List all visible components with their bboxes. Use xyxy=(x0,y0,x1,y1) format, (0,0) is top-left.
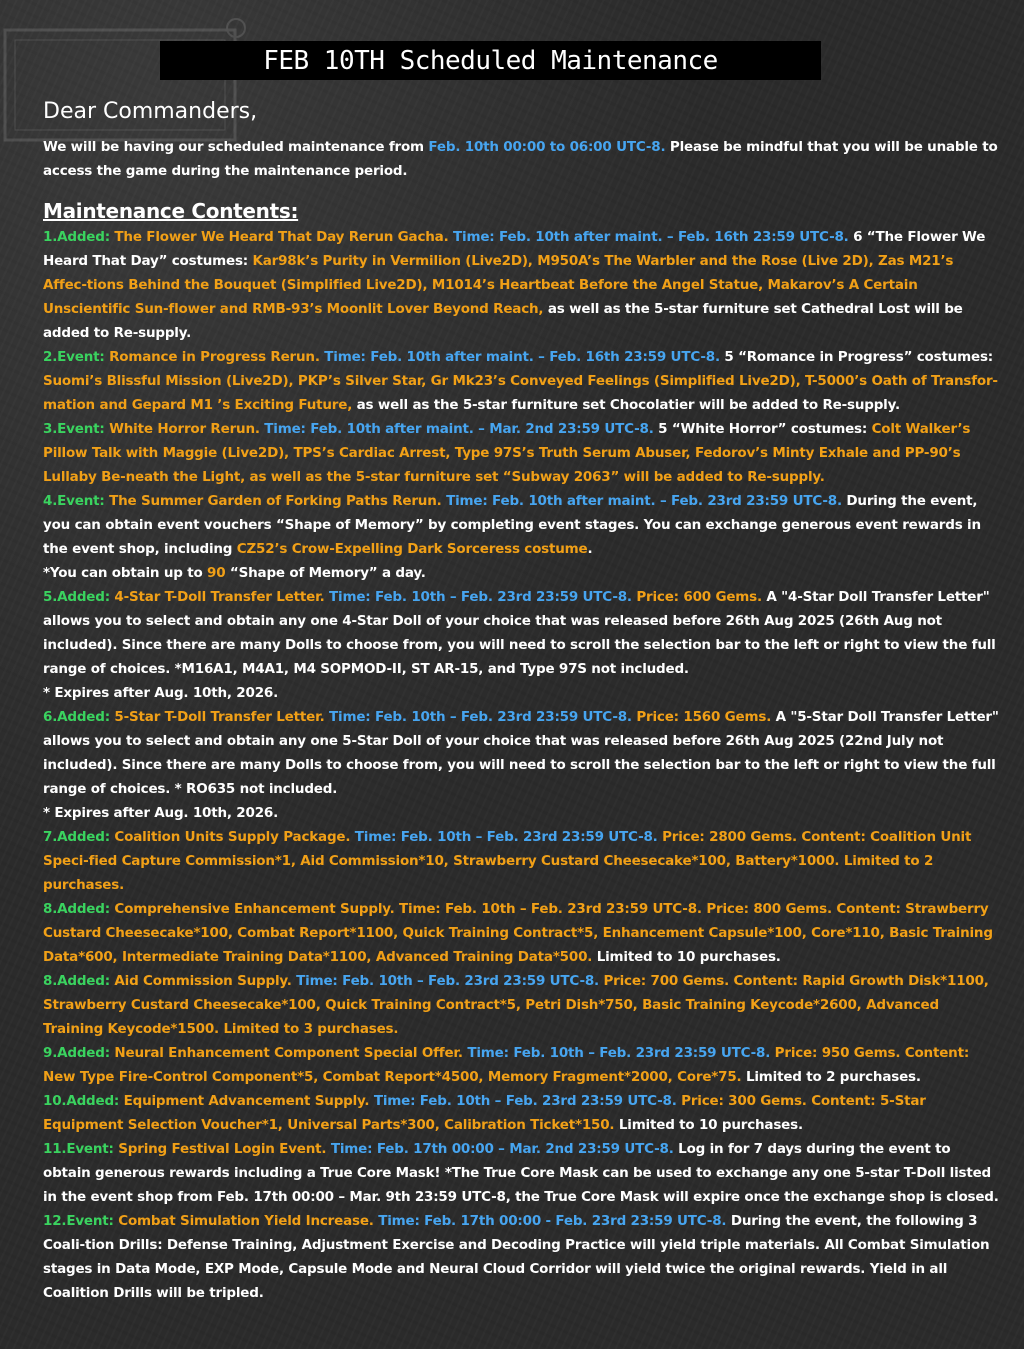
text-segment: Equipment Advancement Supply. xyxy=(123,1093,374,1109)
text-segment: 90 xyxy=(207,565,226,581)
text-segment: . xyxy=(587,541,593,557)
maintenance-item xyxy=(43,681,1001,705)
text-segment: 4.Event: xyxy=(43,493,110,509)
text-segment: Feb. 10th 00:00 to 06:00 UTC-8. xyxy=(428,139,666,155)
maintenance-items-list xyxy=(43,225,1001,1305)
text-segment: *You can obtain up to xyxy=(43,565,208,581)
maintenance-item xyxy=(43,561,1001,585)
maintenance-contents-heading: Maintenance Contents: xyxy=(43,199,299,223)
maintenance-item xyxy=(43,417,1001,489)
maintenance-item xyxy=(43,897,1001,969)
maintenance-item xyxy=(43,1137,1001,1209)
text-segment: The Summer Garden of Forking Paths Rerun. xyxy=(109,493,447,509)
text-segment: White Horror Rerun. xyxy=(109,421,265,437)
text-segment: The Flower We Heard That Day Rerun Gacha. xyxy=(114,229,454,245)
text-segment: Price: 950 Gems. Content: New Type Fire-Control Component*5, Combat Report*4500, Memory Fragment*2000, Core*75. xyxy=(43,1045,970,1085)
text-segment: Time: Feb. 10th – Feb. 23rd 23:59 UTC-8. xyxy=(329,589,632,605)
announcement-body xyxy=(43,96,1001,1305)
maintenance-item xyxy=(43,825,1001,897)
text-segment: Price: 700 Gems. Content: Rapid Growth Disk*1100, Strawberry Custard Cheesecake*100, Quick Training Contract*5, Petri Dish*750, Basic Training Keycode*2600, Advanced Training Keycode*1500. Limited to 3 purchases. xyxy=(43,973,989,1037)
text-segment: as well as the 5-star furniture set Chocolatier will be added to Re-supply. xyxy=(352,397,900,413)
text-segment: A "5-Star Doll Transfer Letter" allows you to select and obtain any one 5-Star Doll of your choice that was released before 26th Aug 2025 (22nd July not included). Since there are many Dolls to choose from, you will need to scroll the selection bar to the left or right to view the full range of choices. * RO635 not included. xyxy=(43,709,999,797)
text-segment: Coalition Units Supply Package. xyxy=(114,829,355,845)
text-segment: Price: 1560 Gems. xyxy=(631,709,772,725)
text-segment: Limited to 10 purchases. xyxy=(614,1117,803,1133)
page-title: FEB 10TH Scheduled Maintenance xyxy=(263,45,718,76)
text-segment: 11.Event: xyxy=(43,1141,119,1157)
text-segment: Time: Feb. 17th 00:00 - Feb. 23rd 23:59 UTC-8. xyxy=(378,1213,727,1229)
text-segment: Romance in Progress Rerun. xyxy=(109,349,325,365)
text-segment: Limited to 2 purchases. xyxy=(741,1069,921,1085)
text-segment: 12.Event: xyxy=(43,1213,119,1229)
text-segment: 3.Event: xyxy=(43,421,110,437)
maintenance-item xyxy=(43,1209,1001,1305)
text-segment: 6 “The Flower We Heard That Day” costumes: xyxy=(43,229,986,269)
text-segment: Aid Commission Supply. xyxy=(114,973,297,989)
text-segment: 5.Added: xyxy=(43,589,115,605)
text-segment: During the event, the following 3 Coali-tion Drills: Defense Training, Adjustment Exercise and Decoding Practice will yield triple materials. All Combat Simulation stages in Data Mode, EXP Mode, Capsule Mode and Neural Cloud Corridor will yield twice the original rewards. Yield in all Coalition Drills will be tripled. xyxy=(43,1213,990,1301)
text-segment: 4-Star T-Doll Transfer Letter. xyxy=(114,589,330,605)
text-segment: Time: Feb. 10th – Feb. 23rd 23:59 UTC-8. xyxy=(354,829,658,845)
text-segment: Time: Feb. 10th – Feb. 23rd 23:59 UTC-8. xyxy=(467,1045,771,1061)
text-segment: Time: Feb. 10th after maint. – Feb. 16th 23:59 UTC-8. xyxy=(453,229,849,245)
text-segment: Price: 300 Gems. Content: 5-Star Equipment Selection Voucher*1, Universal Parts*300, Calibration Ticket*150. xyxy=(43,1093,926,1133)
text-segment: 2.Event: xyxy=(43,349,110,365)
maintenance-item xyxy=(43,585,1001,681)
maintenance-item xyxy=(43,345,1001,417)
text-segment: CZ52’s Crow-Expelling Dark Sorceress costume xyxy=(236,541,588,557)
text-segment: Time: Feb. 10th after maint. – Mar. 2nd 23:59 UTC-8. xyxy=(264,421,654,437)
text-segment: 6.Added: xyxy=(43,709,115,725)
text-segment: 5 “Romance in Progress” costumes: xyxy=(719,349,993,365)
text-segment: Time: Feb. 10th – Feb. 23rd 23:59 UTC-8. xyxy=(296,973,599,989)
intro-paragraph xyxy=(43,135,1001,183)
text-segment: Suomi’s Blissful Mission (Live2D), PKP’s Silver Star, Gr Mk23’s Conveyed Feelings (Simplified Live2D), T-5000’s Oath of Transfor-mation and Gepard M1 ’s Exciting Future, xyxy=(43,373,998,413)
maintenance-item xyxy=(43,225,1001,345)
text-segment: Kar98k’s Purity in Vermilion (Live2D), M950A’s The Warbler and the Rose (Live 2D), Zas M21’s Affec-tions Behind the Bouquet (Simplified Live2D), M1014’s Heartbeat Before the Angel Statue, Makarov’s A Certain Unscientific Sun-flower and RMB-93’s Moonlit Lover Beyond Reach, xyxy=(43,253,954,317)
text-segment: Price: 2800 Gems. Content: Coalition Unit Speci-fied Capture Commission*1, Aid Commission*10, Strawberry Custard Cheesecake*100, Battery*1000. Limited to 2 purchases. xyxy=(43,829,972,893)
text-segment: Limited to 10 purchases. xyxy=(592,949,781,965)
text-segment: 5-Star T-Doll Transfer Letter. xyxy=(114,709,330,725)
text-segment: * Expires after Aug. 10th, 2026. xyxy=(43,685,279,701)
text-segment: A "4-Star Doll Transfer Letter" allows you to select and obtain any one 4-Star Doll of your choice that was released before 26th Aug 2025 (26th Aug not included). Since there are many Dolls to choose from, you will need to scroll the selection bar to the left or right to view the full range of choices. *M16A1, M4A1, M4 SOPMOD-II, ST AR-15, and Type 97S not included. xyxy=(43,589,996,677)
text-segment: Time: Feb. 10th after maint. – Feb. 16th 23:59 UTC-8. xyxy=(324,349,720,365)
text-segment: 1.Added: xyxy=(43,229,115,245)
text-segment: 5 “White Horror” costumes: xyxy=(653,421,872,437)
text-segment: We will be having our scheduled maintenance from xyxy=(43,139,429,155)
text-segment: 8.Added: xyxy=(43,901,115,917)
maintenance-item xyxy=(43,1041,1001,1089)
text-segment: Price: 600 Gems. xyxy=(631,589,762,605)
text-segment: “Shape of Memory” a day. xyxy=(225,565,426,581)
text-segment: Time: Feb. 10th – Feb. 23rd 23:59 UTC-8. xyxy=(329,709,632,725)
text-segment: Combat Simulation Yield Increase. xyxy=(118,1213,379,1229)
text-segment: Time: Feb. 10th after maint. – Feb. 23rd 23:59 UTC-8. xyxy=(446,493,842,509)
text-segment: Log in for 7 days during the event to obtain generous rewards including a True Core Mask! *The True Core Mask can be used to exchange any one 5-star T-Doll listed in the event shop from Feb. 17th 00:00 – Mar. 9th 23:59 UTC-8, the True Core Mask will expire once the exchange shop is closed. xyxy=(43,1141,999,1205)
title-banner xyxy=(160,41,821,80)
greeting: Dear Commanders, xyxy=(43,99,258,124)
maintenance-item xyxy=(43,969,1001,1041)
text-segment: Comprehensive Enhancement Supply. Time: Feb. 10th – Feb. 23rd 23:59 UTC-8. Price: 800 Gems. Content: Strawberry Custard Cheesecake*100, Combat Report*1100, Quick Training Contract*5, Enhancement Capsule*100, Core*110, Basic Training Data*600, Intermediate Training Data*1100, Advanced Training Data*500. xyxy=(43,901,993,965)
text-segment: Please be mindful that you will be unable to access the game during the maintenance period. xyxy=(43,139,998,179)
text-segment: Time: Feb. 17th 00:00 – Mar. 2nd 23:59 UTC-8. xyxy=(330,1141,674,1157)
text-segment: 8.Added: xyxy=(43,973,115,989)
text-segment: as well as the 5-star furniture set Cathedral Lost will be added to Re-supply. xyxy=(43,301,963,341)
text-segment: 7.Added: xyxy=(43,829,115,845)
text-segment: Colt Walker’s Pillow Talk with Maggie (Live2D), TPS’s Cardiac Arrest, Type 97S’s Truth Serum Abuser, Fedorov’s Minty Exhale and PP-90’s Lullaby Be-neath the Light, as well as the 5-star furniture set “Subway 2063” will be added to Re-supply. xyxy=(43,421,971,485)
maintenance-item xyxy=(43,705,1001,801)
text-segment: Neural Enhancement Component Special Offer. xyxy=(114,1045,468,1061)
maintenance-item xyxy=(43,1089,1001,1137)
text-segment: 9.Added: xyxy=(43,1045,115,1061)
maintenance-item xyxy=(43,801,1001,825)
text-segment: Time: Feb. 10th – Feb. 23rd 23:59 UTC-8. xyxy=(373,1093,677,1109)
text-segment: 10.Added: xyxy=(43,1093,124,1109)
text-segment: During the event, you can obtain event vouchers “Shape of Memory” by completing event stages. You can exchange generous event rewards in the event shop, including xyxy=(43,493,981,557)
maintenance-item xyxy=(43,489,1001,561)
text-segment: * Expires after Aug. 10th, 2026. xyxy=(43,805,279,821)
text-segment: Spring Festival Login Event. xyxy=(118,1141,331,1157)
